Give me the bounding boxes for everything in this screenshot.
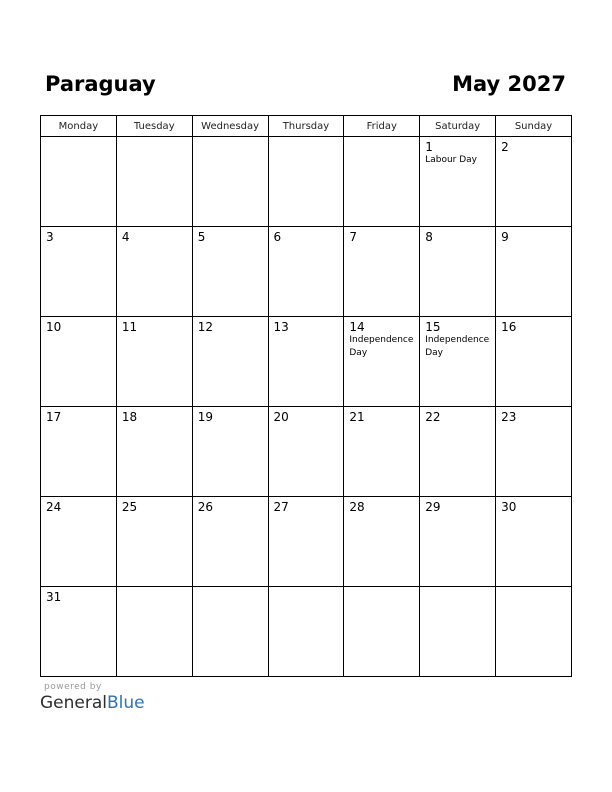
day-cell <box>420 497 496 587</box>
country-title: Paraguay <box>45 72 156 96</box>
day-number: 4 <box>121 230 130 244</box>
calendar-grid <box>40 115 572 677</box>
day-number: 22 <box>425 410 441 424</box>
day-cell <box>116 137 192 227</box>
day-cell <box>496 497 572 587</box>
day-cell <box>116 317 192 407</box>
weekday-sunday: Sunday <box>496 116 572 137</box>
day-number: 15 <box>425 320 441 334</box>
day-cell <box>192 317 268 407</box>
logo-text-general: General <box>40 693 107 713</box>
day-cell <box>41 137 117 227</box>
day-number <box>344 137 419 140</box>
month-year-title: May 2027 <box>452 72 566 96</box>
day-number <box>344 587 419 590</box>
day-number <box>420 587 495 590</box>
day-number <box>496 587 571 590</box>
weekday-thursday: Thursday <box>268 116 344 137</box>
day-cell <box>41 317 117 407</box>
day-cell <box>268 497 344 587</box>
day-cell <box>496 407 572 497</box>
day-cell <box>420 407 496 497</box>
day-number: 17 <box>46 410 62 424</box>
day-cell <box>496 587 572 677</box>
day-number <box>193 587 268 590</box>
day-number <box>117 137 192 140</box>
day-number: 19 <box>197 410 213 424</box>
day-number: 20 <box>273 410 289 424</box>
weekday-saturday: Saturday <box>420 116 496 137</box>
day-cell <box>344 407 420 497</box>
day-cell <box>268 137 344 227</box>
day-cell <box>268 407 344 497</box>
day-number <box>193 137 268 140</box>
day-number <box>41 137 116 140</box>
day-number: 18 <box>121 410 138 424</box>
day-cell <box>41 407 117 497</box>
day-cell <box>116 587 192 677</box>
day-number: 16 <box>501 320 517 334</box>
day-number: 13 <box>273 320 289 334</box>
day-cell <box>268 317 344 407</box>
day-cell <box>41 497 117 587</box>
logo-text-blue: Blue <box>107 693 145 713</box>
day-number: 12 <box>197 320 213 334</box>
week-row-6 <box>41 587 572 677</box>
day-cell <box>344 137 420 227</box>
day-cell <box>496 137 572 227</box>
day-cell <box>496 317 572 407</box>
day-cell <box>192 407 268 497</box>
week-row-3 <box>41 317 572 407</box>
holiday-label: Labour Day <box>425 155 478 165</box>
day-cell <box>41 587 117 677</box>
day-number <box>117 587 192 590</box>
week-row-2 <box>41 227 572 317</box>
weekday-friday: Friday <box>344 116 420 137</box>
day-cell <box>420 227 496 317</box>
day-cell <box>268 587 344 677</box>
day-cell <box>344 587 420 677</box>
day-cell <box>41 227 117 317</box>
week-row-5 <box>41 497 572 587</box>
day-number: 11 <box>121 320 138 334</box>
day-number: 6 <box>273 230 282 244</box>
day-number: 28 <box>349 500 365 514</box>
day-cell <box>420 587 496 677</box>
day-cell <box>192 587 268 677</box>
day-cell <box>268 227 344 317</box>
day-number: 25 <box>121 500 138 514</box>
day-number: 24 <box>46 500 62 514</box>
day-number: 1 <box>425 140 433 154</box>
day-cell <box>116 227 192 317</box>
day-number: 10 <box>46 320 62 334</box>
day-number: 3 <box>46 230 54 244</box>
day-number: 26 <box>197 500 213 514</box>
day-number: 9 <box>501 230 509 244</box>
day-number <box>269 137 344 140</box>
day-cell <box>192 137 268 227</box>
day-number: 5 <box>197 230 206 244</box>
day-number: 7 <box>349 230 358 244</box>
weekday-monday: Monday <box>41 116 117 137</box>
holiday-label: Independence Day <box>425 335 490 358</box>
holiday-label: Independence Day <box>349 335 414 358</box>
day-number: 14 <box>349 320 365 334</box>
day-cell <box>116 497 192 587</box>
day-cell <box>344 227 420 317</box>
weekday-header-row <box>41 116 572 137</box>
day-number: 30 <box>501 500 517 514</box>
day-number: 31 <box>46 590 62 604</box>
day-number: 29 <box>425 500 441 514</box>
day-number <box>269 587 344 590</box>
day-cell <box>420 137 496 227</box>
day-number: 23 <box>501 410 517 424</box>
day-number: 21 <box>349 410 365 424</box>
week-row-1 <box>41 137 572 227</box>
weekday-wednesday: Wednesday <box>192 116 268 137</box>
powered-by-label: powered by <box>44 682 102 692</box>
day-number: 27 <box>273 500 289 514</box>
day-cell <box>344 317 420 407</box>
day-cell <box>192 497 268 587</box>
weekday-tuesday: Tuesday <box>116 116 192 137</box>
generalblue-logo[interactable] <box>40 693 145 714</box>
day-cell <box>116 407 192 497</box>
day-number: 8 <box>425 230 433 244</box>
day-cell <box>192 227 268 317</box>
week-row-4 <box>41 407 572 497</box>
day-cell <box>496 227 572 317</box>
day-cell <box>420 317 496 407</box>
day-cell <box>344 497 420 587</box>
day-number: 2 <box>501 140 509 154</box>
